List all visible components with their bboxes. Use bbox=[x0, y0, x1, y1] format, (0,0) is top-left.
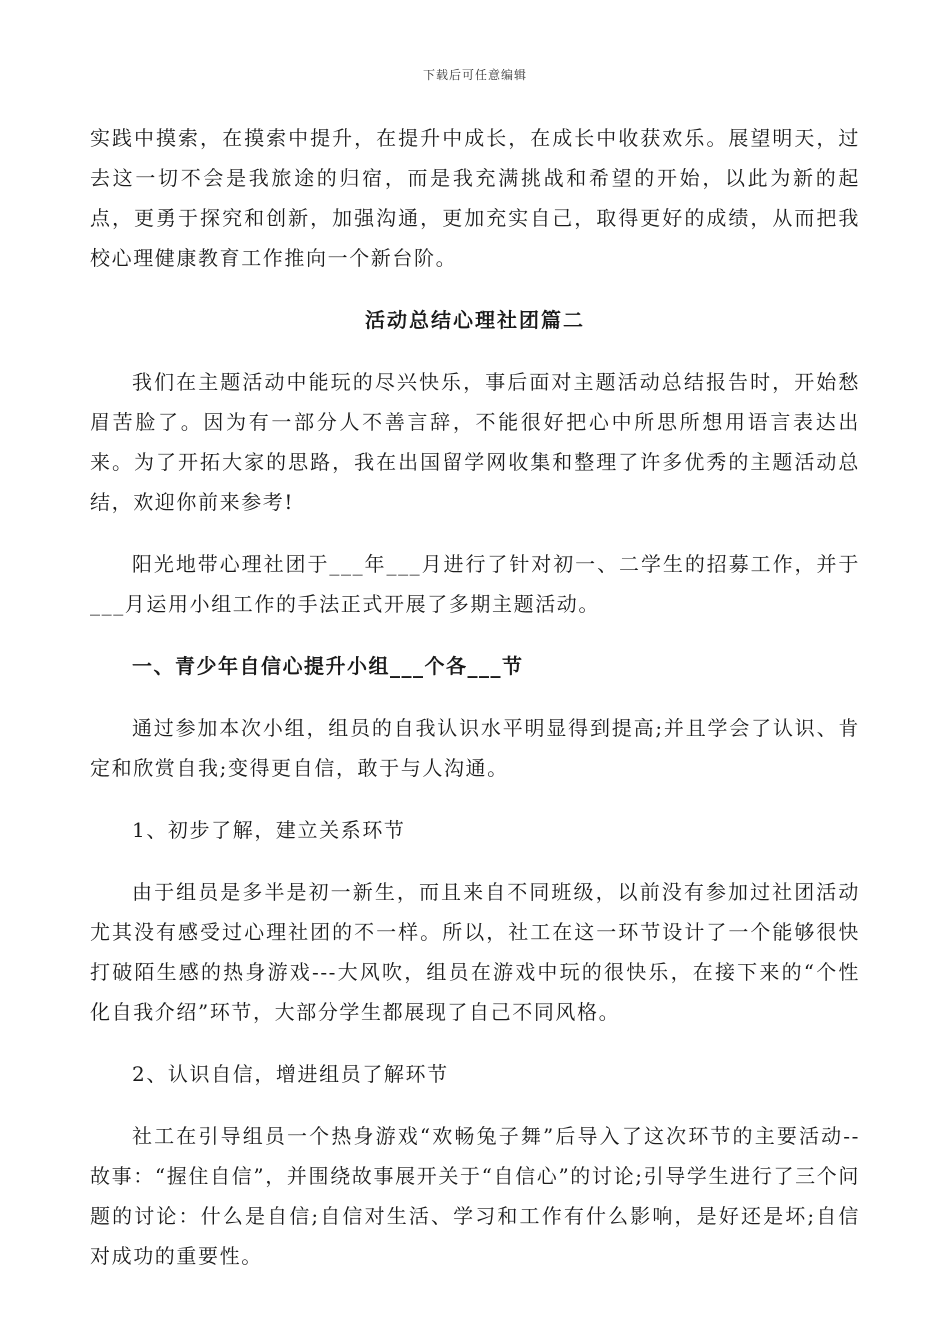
step1-heading: 1、初步了解，建立关系环节 bbox=[132, 818, 406, 842]
section1-heading: 一、青少年自信心提升小组___个各___节 bbox=[132, 654, 524, 678]
step2-heading: 2、认识自信，增进组员了解环节 bbox=[132, 1062, 449, 1086]
step1-paragraph: 由于组员是多半是初一新生，而且来自不同班级，以前没有参加过社团活动尤其没有感受过心理社团的不一样。所以，社工在这一环节设计了一个能够很快打破陌生感的热身游戏---大风吹，组员在游戏中玩的很快乐，在接下来的“个性化自我介绍”环节，大部分学生都展现了自己不同风格。 bbox=[90, 880, 860, 1024]
section1-summary-paragraph: 通过参加本次小组，组员的自我认识水平明显得到提高;并且学会了认识、肯定和欣赏自我;变得更自信，敢于与人沟通。 bbox=[90, 716, 860, 780]
overview-paragraph: 阳光地带心理社团于___年___月进行了针对初一、二学生的招募工作，并于___月运用小组工作的手法正式开展了多期主题活动。 bbox=[90, 552, 860, 616]
document-body bbox=[90, 118, 860, 1298]
continuation-paragraph: 实践中摸索，在摸索中提升，在提升中成长，在成长中收获欢乐。展望明天，过去这一切不会是我旅途的归宿，而是我充满挑战和希望的开始，以此为新的起点，更勇于探究和创新，加强沟通，更加充实自己，取得更好的成绩，从而把我校心理健康教育工作推向一个新台阶。 bbox=[90, 126, 860, 270]
section-title: 活动总结心理社团篇二 bbox=[365, 308, 585, 332]
step2-paragraph: 社工在引导组员一个热身游戏“欢畅兔子舞”后导入了这次环节的主要活动--故事：“握住自信”，并围绕故事展开关于“自信心”的讨论;引导学生进行了三个问题的讨论：什么是自信;自信对生活、学习和工作有什么影响，是好还是坏;自信对成功的重要性。 bbox=[90, 1124, 860, 1268]
page-header-note: 下载后可任意编辑 bbox=[422, 68, 527, 82]
intro-paragraph: 我们在主题活动中能玩的尽兴快乐，事后面对主题活动总结报告时，开始愁眉苦脸了。因为有一部分人不善言辞，不能很好把心中所思所想用语言表达出来。为了开拓大家的思路，我在出国留学网收集和整理了许多优秀的主题活动总结，欢迎你前来参考! bbox=[90, 370, 860, 514]
